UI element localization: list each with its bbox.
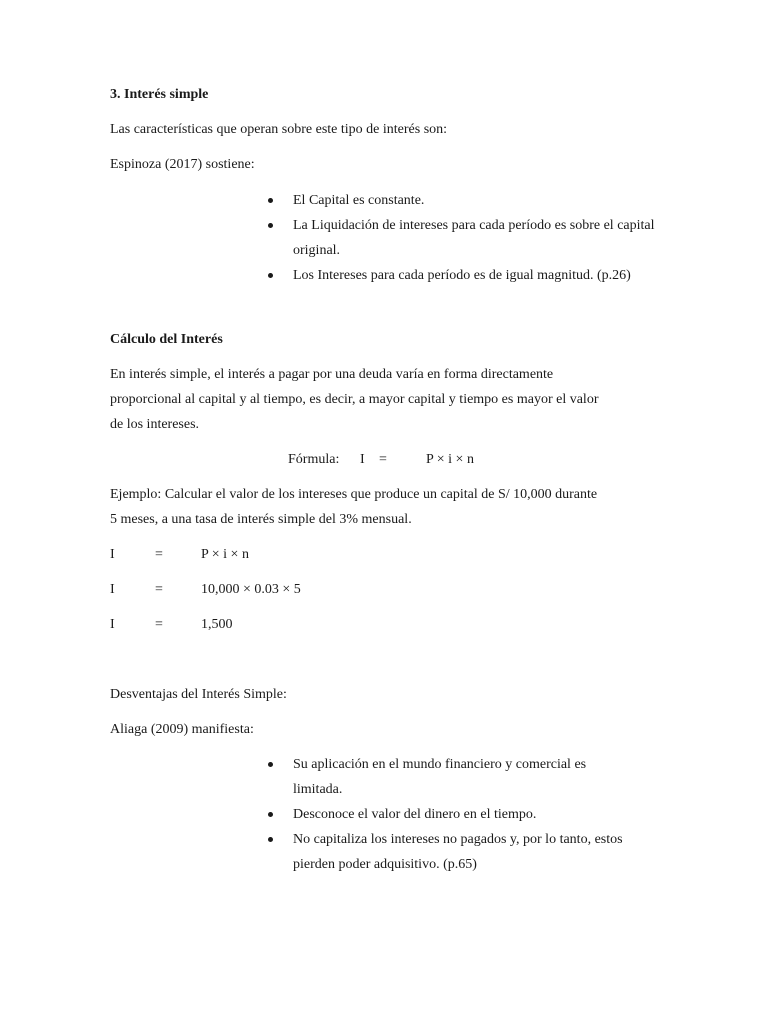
subheading-calculo: Cálculo del Interés [110,332,223,347]
calc-row [110,616,410,634]
source-citation-espinoza: Espinoza (2017) sostiene: [110,157,255,172]
calc-lhs: I [110,617,115,632]
paragraph-line: En interés simple, el interés a pagar por una deuda varía en forma directamente [110,367,554,382]
calc-equals: = [155,547,163,562]
example-line: 5 meses, a una tasa de interés simple del 3% mensual. [110,512,412,527]
calc-lhs: I [110,582,115,597]
bullet-icon [268,273,273,278]
formula-lhs: I [360,452,365,467]
list-item: No capitaliza los intereses no pagados y, por lo tanto, estos pierden poder adquisitivo. (p.65) [268,827,638,877]
calc-rhs: P × i × n [201,547,249,562]
characteristics-list [268,188,658,288]
section-heading: 3. Interés simple [110,87,209,102]
calc-rhs: 1,500 [201,617,233,632]
example-line: Ejemplo: Calcular el valor de los intereses que produce un capital de S/ 10,000 durante [110,487,598,502]
list-item: Su aplicación en el mundo financiero y comercial es limitada. [268,752,638,802]
formula-row [288,451,508,469]
bullet-icon [268,223,273,228]
bullet-icon [268,762,273,767]
list-item: Los Intereses para cada período es de igual magnitud. (p.26) [268,263,658,288]
list-item: El Capital es constante. [268,188,658,213]
bullet-icon [268,198,273,203]
calc-row [110,546,410,564]
formula-label: Fórmula: [288,452,340,467]
list-item: Desconoce el valor del dinero en el tiempo. [268,802,638,827]
calc-lhs: I [110,547,115,562]
source-citation-aliaga: Aliaga (2009) manifiesta: [110,722,254,737]
list-item: La Liquidación de intereses para cada período es sobre el capital original. [268,213,658,263]
disadvantages-list [268,752,638,877]
bullet-icon [268,812,273,817]
bullet-icon [268,837,273,842]
calc-equals: = [155,582,163,597]
calc-rhs: 10,000 × 0.03 × 5 [201,582,301,597]
calc-row [110,581,410,599]
intro-text: Las características que operan sobre este tipo de interés son: [110,122,448,137]
paragraph-line: de los intereses. [110,417,200,432]
formula-equals: = [379,452,387,467]
paragraph-line: proporcional al capital y al tiempo, es decir, a mayor capital y tiempo es mayor el valor [110,392,599,407]
disadvantages-heading: Desventajas del Interés Simple: [110,687,287,702]
calc-equals: = [155,617,163,632]
formula-rhs: P × i × n [426,452,474,467]
